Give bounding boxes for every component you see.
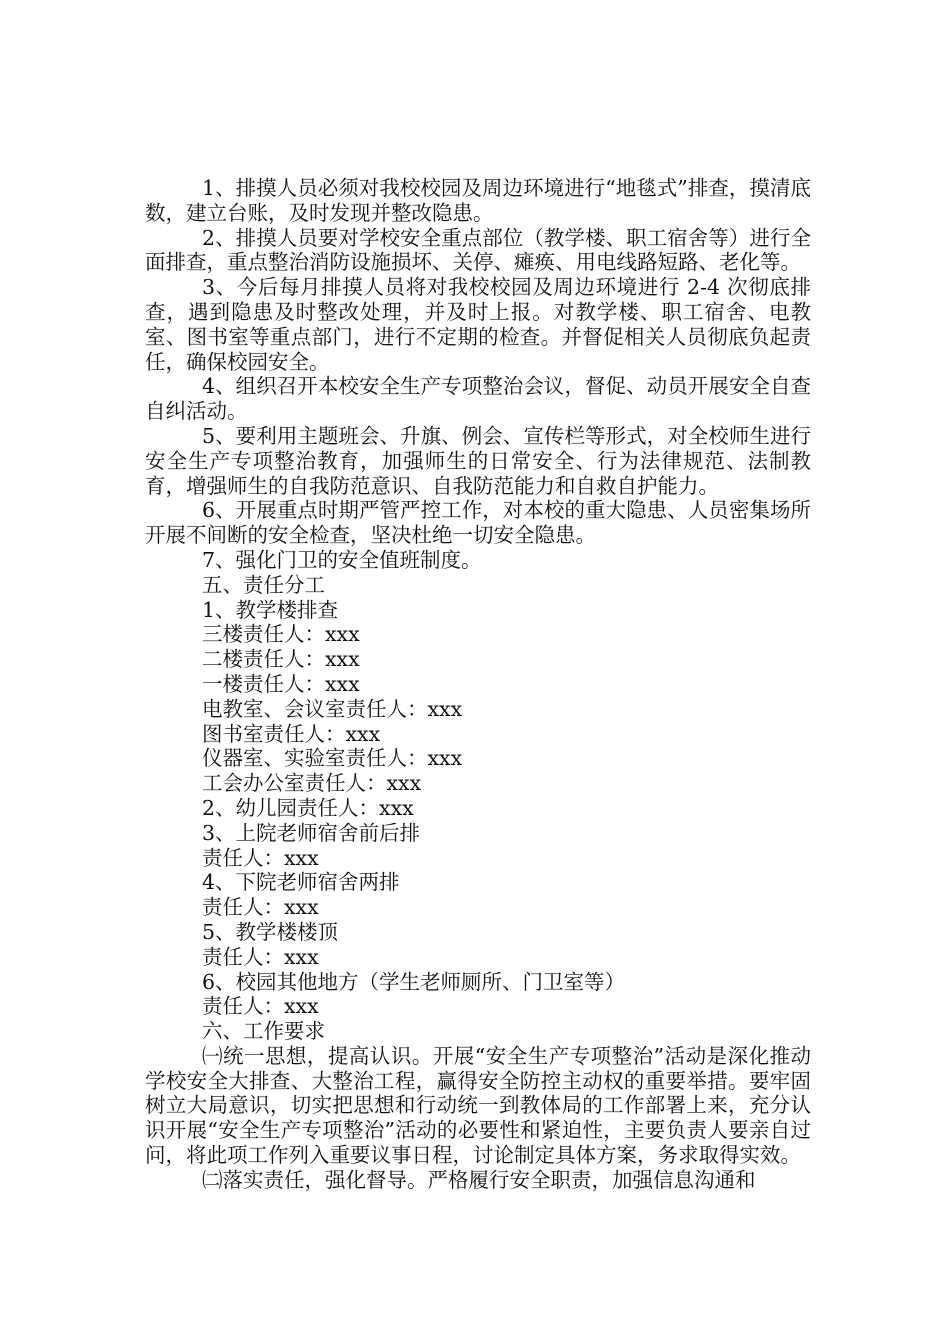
line-item: 责任人：xxx	[202, 994, 319, 1019]
paragraph-2: 2、排摸人员要对学校安全重点部位（教学楼、职工宿舍等）进行全面排查，重点整治消防设施损坏、关停、瘫痪、用电线路短路、老化等。	[145, 225, 811, 275]
section-heading: 六、工作要求	[202, 1019, 325, 1044]
line-item: 5、教学楼楼顶	[202, 919, 339, 944]
line-item: 6、校园其他地方（学生老师厕所、门卫室等）	[202, 969, 626, 994]
line-item: 一楼责任人：xxx	[202, 671, 360, 696]
line-item: 三楼责任人：xxx	[202, 622, 360, 647]
line-item: 责任人：xxx	[202, 845, 319, 870]
line-item: 3、上院老师宿舍前后排	[202, 820, 421, 845]
line-item: 1、教学楼排查	[202, 597, 339, 622]
document-page	[145, 176, 811, 1193]
line-item: 仪器室、实验室责任人：xxx	[202, 746, 463, 771]
paragraph-1: 1、排摸人员必须对我校校园及周边环境进行“地毯式”排查，摸清底数，建立台账，及时发现并整改隐患。	[145, 176, 811, 225]
line-item: 责任人：xxx	[202, 895, 319, 920]
requirement-paragraph-2: ㈡落实责任，强化督导。严格履行安全职责，加强信息沟通和	[202, 1167, 756, 1192]
line-item: 2、幼儿园责任人：xxx	[202, 795, 414, 820]
line-item: 图书室责任人：xxx	[202, 721, 381, 746]
line-item: 工会办公室责任人：xxx	[202, 771, 422, 796]
paragraph-5: 5、要利用主题班会、升旗、例会、宣传栏等形式，对全校师生进行安全生产专项整治教育，加强师生的日常安全、行为法律规范、法制教育，增强师生的自我防范意识、自我防范能力和自救自护能力。	[145, 423, 811, 498]
line-item: 二楼责任人：xxx	[202, 647, 360, 672]
paragraph-3: 3、今后每月排摸人员将对我校校园及周边环境进行 2-4 次彻底排查，遇到隐患及时整改处理，并及时上报。对教学楼、职工宿舍、电教室、图书室等重点部门，进行不定期的检查。并督促相关人员彻底负起责任，确保校园安全。	[145, 275, 811, 374]
paragraph-6: 6、开展重点时期严管严控工作，对本校的重大隐患、人员密集场所开展不间断的安全检查，坚决杜绝一切安全隐患。	[145, 498, 811, 548]
line-item: 7、强化门卫的安全值班制度。	[202, 547, 482, 572]
line-item: 责任人：xxx	[202, 944, 319, 969]
section-heading: 五、责任分工	[202, 572, 325, 597]
requirement-paragraph-1: ㈠统一思想，提高认识。开展“安全生产专项整治”活动是深化推动学校安全大排查、大整治工程，赢得安全防控主动权的重要举措。要牢固树立大局意识，切实把思想和行动统一到教体局的工作部署上来，充分认识开展“安全生产专项整治”活动的必要性和紧迫性，主要负责人要亲自过问，将此项工作列入重要议事日程，讨论制定具体方案，务求取得实效。	[145, 1043, 811, 1168]
line-item: 电教室、会议室责任人：xxx	[202, 696, 463, 721]
paragraph-4: 4、组织召开本校安全生产专项整治会议，督促、动员开展安全自查自纠活动。	[145, 374, 811, 424]
line-item: 4、下院老师宿舍两排	[202, 870, 400, 895]
